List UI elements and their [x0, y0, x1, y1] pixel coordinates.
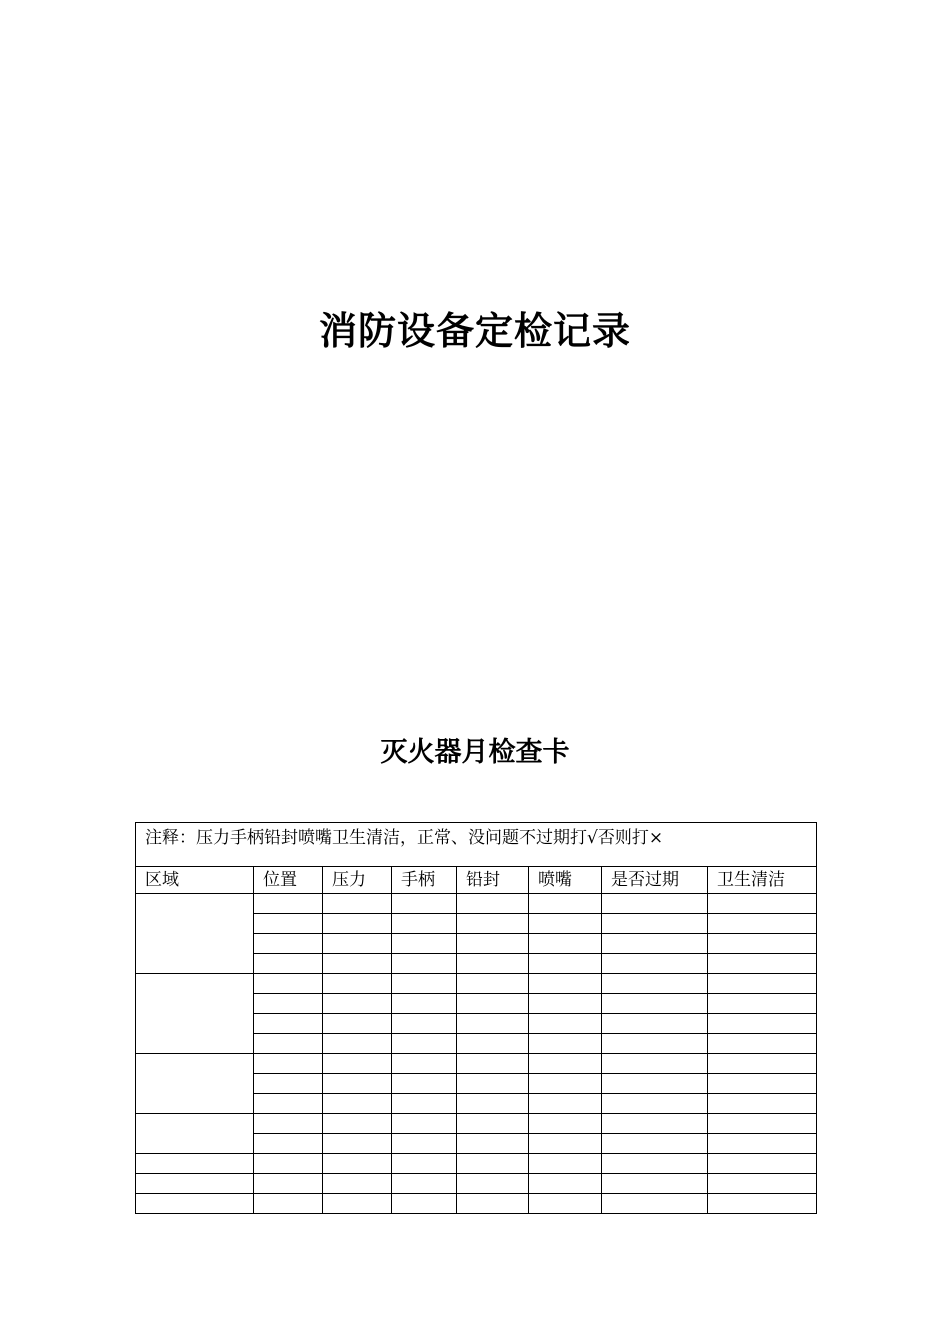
area-cell[interactable]	[136, 1194, 254, 1214]
nozzle-cell[interactable]	[529, 1014, 602, 1034]
area-cell[interactable]	[136, 1174, 254, 1194]
handle-cell[interactable]	[392, 994, 457, 1014]
pressure-cell[interactable]	[323, 1074, 392, 1094]
hygiene-cell[interactable]	[708, 1114, 817, 1134]
pressure-cell[interactable]	[323, 1154, 392, 1174]
handle-cell[interactable]	[392, 954, 457, 974]
table-note: 注释：压力手柄铅封喷嘴卫生清洁，正常、没问题不过期打√否则打×	[136, 823, 817, 867]
table-row	[136, 1174, 817, 1194]
location-cell[interactable]	[254, 1014, 323, 1034]
seal-cell[interactable]	[457, 1114, 529, 1134]
hygiene-cell[interactable]	[708, 1014, 817, 1034]
expired-cell[interactable]	[602, 1014, 708, 1034]
handle-cell[interactable]	[392, 914, 457, 934]
hygiene-cell[interactable]	[708, 934, 817, 954]
pressure-cell[interactable]	[323, 994, 392, 1014]
location-cell[interactable]	[254, 1074, 323, 1094]
location-cell[interactable]	[254, 1034, 323, 1054]
nozzle-cell[interactable]	[529, 1194, 602, 1214]
nozzle-cell[interactable]	[529, 1134, 602, 1154]
table-row	[136, 1194, 817, 1214]
nozzle-cell[interactable]	[529, 954, 602, 974]
nozzle-cell[interactable]	[529, 994, 602, 1014]
header-row	[136, 867, 817, 894]
hygiene-cell[interactable]	[708, 974, 817, 994]
area-cell[interactable]	[136, 894, 254, 974]
pressure-cell[interactable]	[323, 894, 392, 914]
seal-cell[interactable]	[457, 1134, 529, 1154]
nozzle-cell[interactable]	[529, 934, 602, 954]
table-row	[136, 1114, 817, 1134]
expired-cell[interactable]	[602, 1154, 708, 1174]
area-cell[interactable]	[136, 1054, 254, 1114]
handle-cell[interactable]	[392, 1014, 457, 1034]
header-cell: 铅封	[457, 867, 529, 894]
handle-cell[interactable]	[392, 1174, 457, 1194]
seal-cell[interactable]	[457, 914, 529, 934]
hygiene-cell[interactable]	[708, 1134, 817, 1154]
location-cell[interactable]	[254, 974, 323, 994]
seal-cell[interactable]	[457, 1154, 529, 1174]
hygiene-cell[interactable]	[708, 994, 817, 1014]
location-cell[interactable]	[254, 1174, 323, 1194]
nozzle-cell[interactable]	[529, 1154, 602, 1174]
header-cell: 喷嘴	[529, 867, 602, 894]
nozzle-cell[interactable]	[529, 974, 602, 994]
location-cell[interactable]	[254, 954, 323, 974]
location-cell[interactable]	[254, 1154, 323, 1174]
expired-cell[interactable]	[602, 1114, 708, 1134]
handle-cell[interactable]	[392, 1054, 457, 1074]
pressure-cell[interactable]	[323, 1014, 392, 1034]
location-cell[interactable]	[254, 934, 323, 954]
seal-cell[interactable]	[457, 1054, 529, 1074]
location-cell[interactable]	[254, 994, 323, 1014]
pressure-cell[interactable]	[323, 934, 392, 954]
hygiene-cell[interactable]	[708, 1154, 817, 1174]
area-cell[interactable]	[136, 1114, 254, 1154]
location-cell[interactable]	[254, 1194, 323, 1214]
nozzle-cell[interactable]	[529, 1054, 602, 1074]
nozzle-cell[interactable]	[529, 1174, 602, 1194]
handle-cell[interactable]	[392, 1154, 457, 1174]
pressure-cell[interactable]	[323, 1194, 392, 1214]
expired-cell[interactable]	[602, 934, 708, 954]
pressure-cell[interactable]	[323, 1054, 392, 1074]
handle-cell[interactable]	[392, 1094, 457, 1114]
handle-cell[interactable]	[392, 1194, 457, 1214]
nozzle-cell[interactable]	[529, 1114, 602, 1134]
expired-cell[interactable]	[602, 1034, 708, 1054]
pressure-cell[interactable]	[323, 1034, 392, 1054]
handle-cell[interactable]	[392, 1034, 457, 1054]
hygiene-cell[interactable]	[708, 1034, 817, 1054]
location-cell[interactable]	[254, 1134, 323, 1154]
seal-cell[interactable]	[457, 894, 529, 914]
hygiene-cell[interactable]	[708, 1174, 817, 1194]
expired-cell[interactable]	[602, 914, 708, 934]
location-cell[interactable]	[254, 894, 323, 914]
header-cell: 卫生清洁	[708, 867, 817, 894]
expired-cell[interactable]	[602, 1074, 708, 1094]
expired-cell[interactable]	[602, 894, 708, 914]
hygiene-cell[interactable]	[708, 1194, 817, 1214]
page-title: 消防设备定检记录	[318, 309, 631, 353]
handle-cell[interactable]	[392, 1114, 457, 1134]
pressure-cell[interactable]	[323, 1174, 392, 1194]
header-cell: 是否过期	[602, 867, 708, 894]
note-row	[136, 823, 817, 867]
header-cell: 位置	[254, 867, 323, 894]
seal-cell[interactable]	[457, 1094, 529, 1114]
hygiene-cell[interactable]	[708, 894, 817, 914]
expired-cell[interactable]	[602, 1094, 708, 1114]
table-row	[136, 894, 817, 914]
location-cell[interactable]	[254, 1094, 323, 1114]
pressure-cell[interactable]	[323, 1094, 392, 1114]
expired-cell[interactable]	[602, 954, 708, 974]
hygiene-cell[interactable]	[708, 1074, 817, 1094]
expired-cell[interactable]	[602, 1174, 708, 1194]
seal-cell[interactable]	[457, 1194, 529, 1214]
expired-cell[interactable]	[602, 1134, 708, 1154]
seal-cell[interactable]	[457, 934, 529, 954]
location-cell[interactable]	[254, 1054, 323, 1074]
location-cell[interactable]	[254, 914, 323, 934]
location-cell[interactable]	[254, 1114, 323, 1134]
seal-cell[interactable]	[457, 994, 529, 1014]
header-cell: 压力	[323, 867, 392, 894]
nozzle-cell[interactable]	[529, 1034, 602, 1054]
area-cell[interactable]	[136, 974, 254, 1054]
nozzle-cell[interactable]	[529, 1094, 602, 1114]
handle-cell[interactable]	[392, 974, 457, 994]
expired-cell[interactable]	[602, 1194, 708, 1214]
table-row	[136, 974, 817, 994]
handle-cell[interactable]	[392, 1134, 457, 1154]
seal-cell[interactable]	[457, 1034, 529, 1054]
expired-cell[interactable]	[602, 974, 708, 994]
seal-cell[interactable]	[457, 1174, 529, 1194]
seal-cell[interactable]	[457, 1074, 529, 1094]
table-row	[136, 1154, 817, 1174]
handle-cell[interactable]	[392, 1074, 457, 1094]
expired-cell[interactable]	[602, 1054, 708, 1074]
card-title: 灭火器月检查卡	[380, 737, 570, 768]
area-cell[interactable]	[136, 1154, 254, 1174]
header-cell: 区域	[136, 867, 254, 894]
header-cell: 手柄	[392, 867, 457, 894]
pressure-cell[interactable]	[323, 914, 392, 934]
pressure-cell[interactable]	[323, 954, 392, 974]
seal-cell[interactable]	[457, 954, 529, 974]
seal-cell[interactable]	[457, 974, 529, 994]
nozzle-cell[interactable]	[529, 914, 602, 934]
expired-cell[interactable]	[602, 994, 708, 1014]
hygiene-cell[interactable]	[708, 1094, 817, 1114]
nozzle-cell[interactable]	[529, 894, 602, 914]
hygiene-cell[interactable]	[708, 914, 817, 934]
hygiene-cell[interactable]	[708, 954, 817, 974]
inspection-table	[135, 822, 817, 1214]
hygiene-cell[interactable]	[708, 1054, 817, 1074]
handle-cell[interactable]	[392, 934, 457, 954]
seal-cell[interactable]	[457, 1014, 529, 1034]
pressure-cell[interactable]	[323, 1134, 392, 1154]
handle-cell[interactable]	[392, 894, 457, 914]
table-row	[136, 1054, 817, 1074]
pressure-cell[interactable]	[323, 1114, 392, 1134]
pressure-cell[interactable]	[323, 974, 392, 994]
nozzle-cell[interactable]	[529, 1074, 602, 1094]
